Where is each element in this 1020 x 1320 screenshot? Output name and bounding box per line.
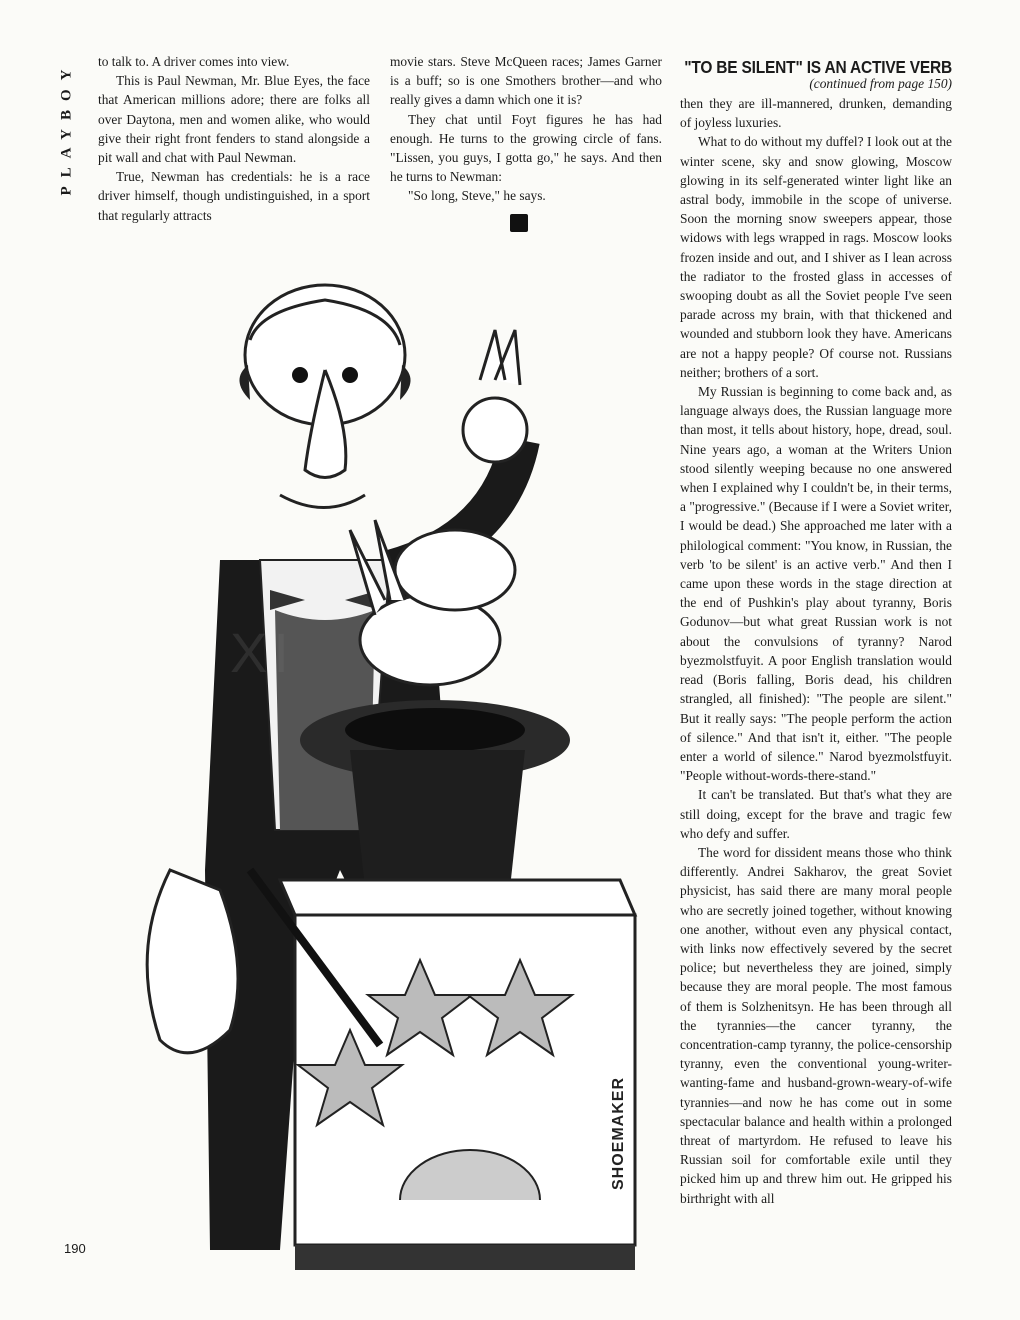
paragraph: It can't be translated. But that's what they are still doing, except for the brave and tragic few who defy and suffer. <box>680 787 952 841</box>
paragraph: True, Newman has credentials: he is a race driver himself, though undistinguished, in a sport that regularly attracts <box>98 169 370 223</box>
magazine-masthead <box>52 48 82 208</box>
paragraph: They chat until Foyt figures he has had enough. He turns to the growing circle of fans. "Lissen, you guys, I gotta go," he says. And then he turns to Newman: <box>390 111 662 185</box>
column-2 <box>390 52 662 232</box>
paragraph: The word for dissident means those who think differently. Andrei Sakharov, the great Soviet physicist, has said there are many moral people who are secretly joined together, without knowing one another, without even any physical contact, with links now effectively severed by the secret police; but nevertheless they are joined, simply because they are moral people. The most famous of them is Solzhenitsyn. He has been through all the tyrannies—the cancer tyranny, the concentration-camp tyranny, the police-censorship tyranny, even the conventional young-writer-wanting-fame and husband-grown-weary-of-wife tyrannies—and now he has come out in some spectacular balance and health within a prolonged threat of martyrdom. He refused to leave his Russian soil for comfortable exile until they picked him up and threw him out. He gripped his birthright with all <box>680 844 952 1206</box>
article-title: "TO BE SILENT" IS AN ACTIVE VERB <box>684 58 952 78</box>
paragraph: What to do without my duffel? I look out at the winter scene, sky and snow glowing, Moscow glowing in its self-generated winter light like an astral body, immobile in the scope of universe. Soon the morning snow sweepers appear, those widows with legs wrapped in rags. Moscow looks frozen inside and out, and I shiver as I lean across the radiator to the frosted glass in accesses of swooping doubt as all the Soviet people I've seen parade across my brain, with that thickened and wounded and stubborn look they have. Americans are not a happy people? Of course not. Russians neither; brothers of a sort. <box>680 134 952 380</box>
page-number: 190 <box>64 1241 86 1256</box>
continued-line: (continued from page 150) <box>809 76 952 91</box>
article-column <box>680 58 952 1208</box>
paragraph: This is Paul Newman, Mr. Blue Eyes, the face that American millions adore; there are folks all over Daytona, men and women alike, who would give their right front fenders to stand alongside a pit wall and chat with Paul Newman. <box>98 73 370 166</box>
column-1 <box>98 52 370 225</box>
paragraph: "So long, Steve," he says. <box>408 188 546 204</box>
artist-signature: SHOEMAKER <box>610 1076 627 1190</box>
masthead-text: PLAYBOY <box>58 60 75 196</box>
paragraph: My Russian is beginning to come back and, as language always does, the Russian language more than most, it tells about history, hope, dread, soul. Nine years ago, a woman at the Writers Union stood silently weeping because no one answered when I explained why I couldn't be, in their terms, a "progressive." (Because if I were a Soviet writer, I would be dead.) She approached me later with a philological comment: "You know, in Russian, the verb 'to be silent' is an active verb." And then I came upon these words in the stage direction at the end of Pushkin's play about tyranny, Boris Godunov—but what great Russian work is not about the convulsions of tyranny? Narod byezmolstfuyit. A poor English translation would read (Boris falling, Boris dead, his children strangled, all finished): "The people are silent." But it really says: "The people perform the action of silence." And that isn't it, either. "The people enter a world of silence." Narod byezmolstfuyit. "People without-words-there-stand." <box>680 384 952 784</box>
paragraph: movie stars. Steve McQueen races; James Garner is a buff; so is one Smothers brother—and who really gives a damn which one it is? <box>390 54 662 108</box>
watermark: XI <box>230 621 295 684</box>
paragraph: then they are ill-mannered, drunken, demanding of joyless luxuries. <box>680 96 952 131</box>
paragraph: to talk to. A driver comes into view. <box>98 54 290 69</box>
magician-illustration <box>100 270 670 1285</box>
end-mark-icon <box>510 214 528 232</box>
